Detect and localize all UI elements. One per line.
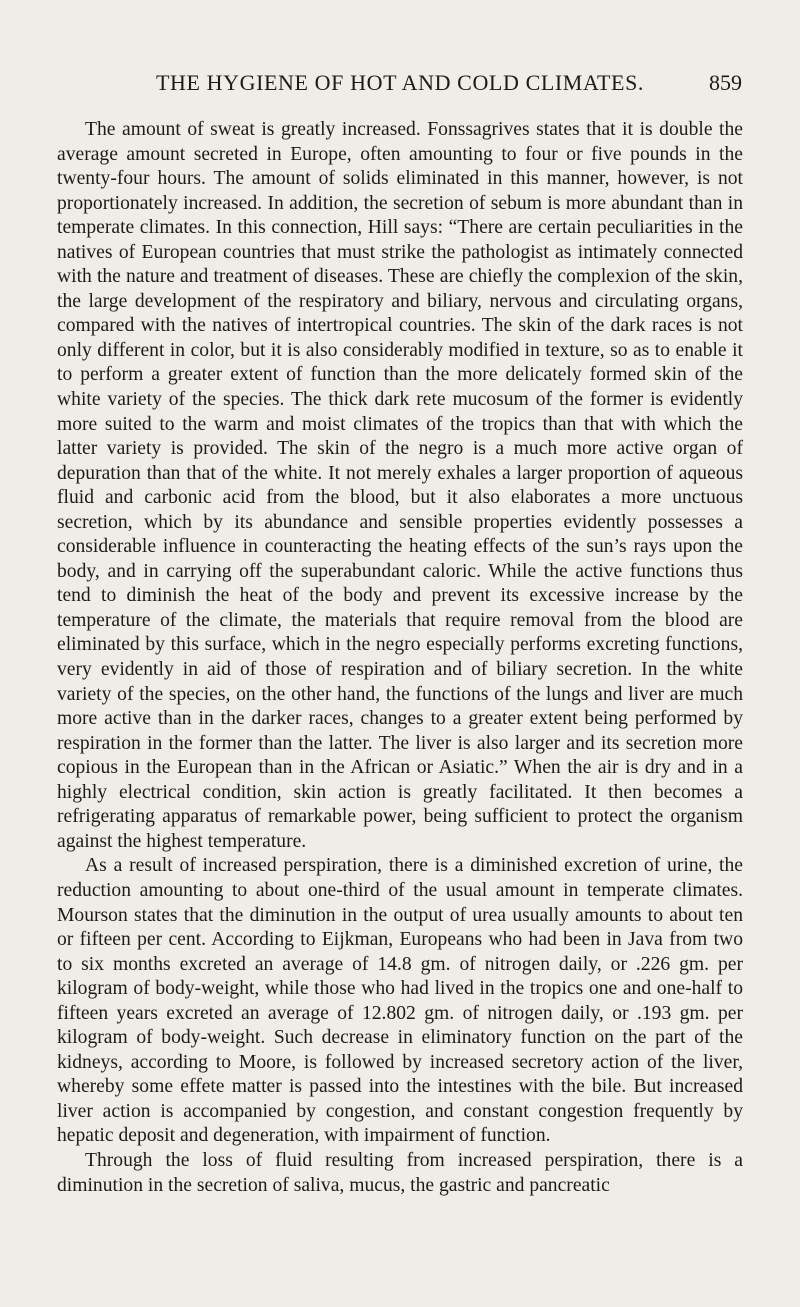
paragraph: The amount of sweat is greatly increased. Fonssagrives states that it is double the average amount secreted in Europe, often amounting to four or five pounds in the twenty-four hours. The amount of solids eliminated in this manner, however, is not proportionately increased. In addition, the secretion of sebum is more abundant than in temperate climates. In this connection, Hill says: “There are certain peculiarities in the natives of European countries that must strike the pathologist as intimately connected with the nature and treatment of diseases. These are chiefly the complexion of the skin, the large development of the respiratory and biliary, nervous and circulating organs, compared with the natives of intertropical countries. The skin of the dark races is not only different in color, but it is also considerably modified in texture, so as to enable it to perform a greater extent of function than the more delicately formed skin of the white variety of the species. The thick dark rete mucosum of the former is evidently more suited to the warm and moist climates of the tropics than that with which the latter variety is provided. The skin of the negro is a much more active organ of depuration than that of the white. It not merely exhales a larger proportion of aqueous fluid and carbonic acid from the blood, but it also elaborates a more unctuous secretion, which by its abundance and sensible properties evidently possesses a considerable influence in counteracting the heating effects of the sun’s rays upon the body, and in carrying off the superabundant caloric. While the active functions thus tend to diminish the heat of the body and prevent its excessive increase by the temperature of the climate, the materials that require removal from the blood are eliminated by this surface, which in the negro especially performs excreting functions, very evidently in aid of those of respiration and of biliary secretion. In the white variety of the species, on the other hand, the functions of the lungs and liver are much more active than in the darker races, changes to a greater extent being performed by respiration in the former than the latter. The liver is also larger and its secretion more copious in the European than in the African or Asiatic.” When the air is dry and in a highly electrical condition, skin action is greatly facilitated. It then becomes a refrigerating apparatus of remarkable power, being sufficient to protect the organism against the highest temperature. [57,119,743,852]
page-number: 859 [709,70,742,95]
running-header [58,70,742,100]
paragraph: As a result of increased perspiration, there is a diminished excretion of urine, the reduction amounting to about one-third of the usual amount in temperate climates. Mourson states that the diminution in the output of urea usually amounts to about ten or fifteen per cent. According to Eijkman, Europeans who had been in Java from two to six months excreted an average of 14.8 gm. of nitrogen daily, or .226 gm. per kilogram of body-weight, while those who had lived in the tropics one and one-half to fifteen years excreted an average of 12.802 gm. of nitrogen daily, or .193 gm. per kilogram of body-weight. Such decrease in eliminatory function on the part of the kidneys, according to Moore, is followed by increased secretory action of the liver, whereby some effete matter is passed into the intestines with the bile. But increased liver action is accompanied by congestion, and constant congestion frequently by hepatic deposit and degeneration, with impairment of function. [57,855,743,1147]
body-text [57,118,743,1198]
paragraph: Through the loss of fluid resulting from increased perspiration, there is a diminution in the secretion of saliva, mucus, the gastric and pancreatic [57,1149,743,1196]
running-title: THE HYGIENE OF HOT AND COLD CLIMATES. [155,70,645,95]
